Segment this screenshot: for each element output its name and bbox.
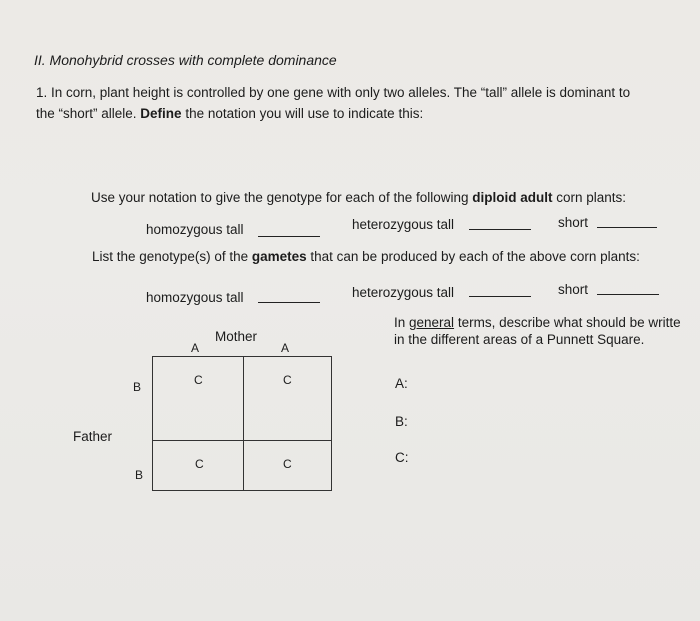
genotype-prompt-start: Use your notation to give the genotype for each of the following bbox=[91, 190, 473, 205]
punnett-horizontal-divider bbox=[153, 440, 331, 441]
gamete-prompt-end: that can be produced by each of the above corn plants: bbox=[306, 249, 640, 264]
gamete-short-blank[interactable] bbox=[597, 294, 659, 295]
genotype-prompt-end: corn plants: bbox=[552, 190, 627, 205]
punnett-top-label-2: A bbox=[281, 341, 290, 355]
gamete-heterozygous-tall-blank[interactable] bbox=[469, 296, 531, 297]
gamete-prompt-bold: gametes bbox=[251, 249, 307, 264]
question-1-define: Define bbox=[140, 106, 182, 121]
gamete-heterozygous-tall-label: heterozygous tall bbox=[352, 285, 455, 300]
describe-line-1-start: In bbox=[394, 315, 410, 330]
punnett-cell-top-left[interactable]: C bbox=[194, 373, 203, 387]
describe-answer-a: A: bbox=[395, 376, 408, 391]
punnett-vertical-divider bbox=[243, 357, 244, 490]
section-title: II. Monohybrid crosses with complete dominance bbox=[34, 52, 337, 68]
genotype-heterozygous-tall-blank[interactable] bbox=[469, 229, 531, 230]
gamete-homozygous-tall-label: homozygous tall bbox=[146, 290, 244, 305]
genotype-prompt bbox=[91, 190, 626, 205]
punnett-side-label-1: B bbox=[133, 380, 142, 394]
question-1-line-2-end: the notation you will use to indicate this: bbox=[181, 106, 424, 121]
describe-line-2: in the different areas of a Punnett Square. bbox=[394, 332, 645, 347]
gamete-prompt-start: List the genotype(s) of the bbox=[92, 249, 252, 264]
gamete-short-label: short bbox=[558, 282, 589, 297]
describe-line-1-end: terms, describe what should be writte bbox=[454, 315, 681, 330]
punnett-top-label-1: A bbox=[191, 341, 200, 355]
describe-answer-b: B: bbox=[395, 414, 408, 429]
question-1-line-2-start: the “short” allele. bbox=[36, 106, 141, 121]
punnett-father-label: Father bbox=[73, 429, 113, 444]
gamete-homozygous-tall-blank[interactable] bbox=[258, 302, 320, 303]
punnett-mother-label: Mother bbox=[215, 329, 258, 344]
genotype-short-label: short bbox=[558, 215, 589, 230]
question-1-line-1: 1. In corn, plant height is controlled by one gene with only two alleles. The “tall” allele is dominant to bbox=[36, 85, 631, 100]
genotype-homozygous-tall-blank[interactable] bbox=[258, 236, 320, 237]
describe-answer-c: C: bbox=[395, 450, 409, 465]
genotype-heterozygous-tall-label: heterozygous tall bbox=[352, 217, 455, 232]
genotype-short-blank[interactable] bbox=[597, 227, 657, 228]
describe-general: general bbox=[409, 315, 455, 330]
punnett-cell-top-right[interactable]: C bbox=[283, 373, 292, 387]
genotype-homozygous-tall-label: homozygous tall bbox=[146, 222, 244, 237]
describe-line-1 bbox=[394, 315, 681, 330]
question-1-line-2 bbox=[36, 106, 423, 121]
gamete-prompt bbox=[92, 249, 640, 264]
punnett-side-label-2: B bbox=[135, 468, 144, 482]
genotype-prompt-bold: diploid adult bbox=[472, 190, 553, 205]
punnett-cell-bottom-left[interactable]: C bbox=[195, 457, 204, 471]
punnett-square bbox=[152, 356, 332, 491]
punnett-cell-bottom-right[interactable]: C bbox=[283, 457, 292, 471]
